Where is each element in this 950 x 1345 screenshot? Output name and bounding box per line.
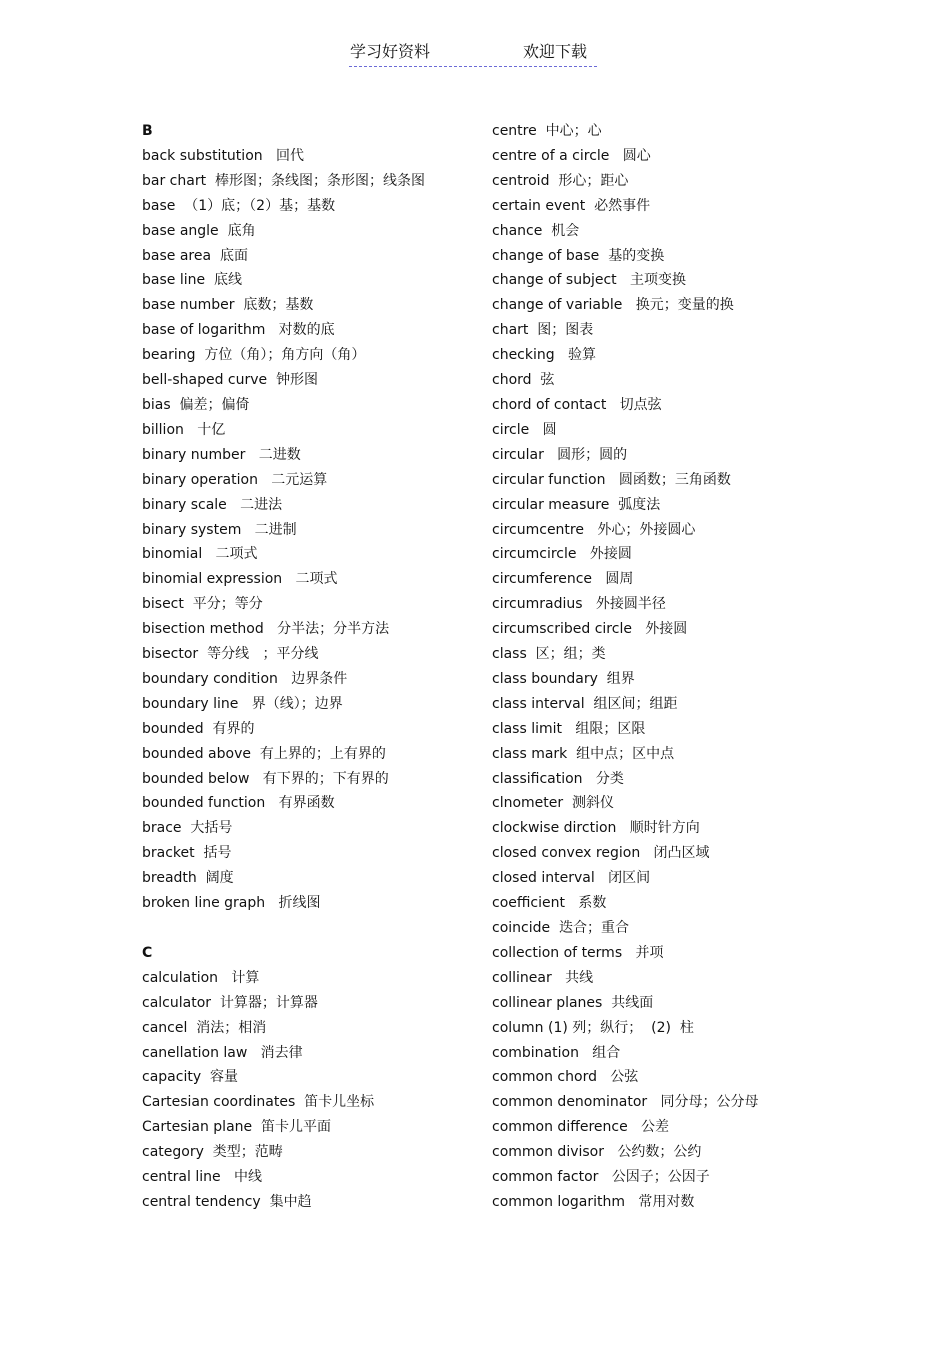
glossary-entry: bounded above 有上界的；上有界的: [142, 745, 386, 762]
glossary-entry: bounded 有界的: [142, 720, 255, 737]
glossary-entry: circular function 圆函数；三角函数: [492, 471, 731, 488]
glossary-entry: circular 圆形；圆的: [492, 446, 628, 463]
glossary-entry: Cartesian plane 笛卡儿平面: [142, 1119, 332, 1136]
glossary-entry: binary scale 二进法: [142, 496, 283, 513]
glossary-entry: clnometer 测斜仪: [492, 795, 615, 812]
page-header: [349, 40, 597, 67]
glossary-entry: base line 底线: [142, 272, 242, 289]
glossary-entry: coefficient 系数: [492, 895, 607, 912]
glossary-entry: circumradius 外接圆半径: [492, 596, 666, 613]
glossary-entry: change of subject 主项变换: [492, 272, 687, 289]
glossary-entry: chord 弦: [492, 372, 555, 389]
glossary-entry: centre of a circle 圆心: [492, 147, 651, 164]
glossary-entry: bracket 括号: [142, 845, 232, 862]
glossary-entry: class mark 组中点；区中点: [492, 745, 675, 762]
glossary-entry: bisect 平分；等分: [142, 596, 263, 613]
glossary-entry: change of base 基的变换: [492, 247, 665, 264]
glossary-entry: class interval 组区间；组距: [492, 695, 678, 712]
glossary-entry: binary number 二进数: [142, 446, 301, 463]
glossary-entry: base angle 底角: [142, 222, 256, 239]
glossary-entry: centre 中心；心: [492, 123, 602, 139]
glossary-entry: circumcentre 外心；外接圆心: [492, 521, 696, 538]
glossary-entry: central tendency 集中趋: [142, 1193, 312, 1210]
glossary-entry: combination 组合: [492, 1044, 621, 1061]
glossary-entry: cancel 消法；相消: [142, 1019, 267, 1036]
glossary-entry: certain event 必然事件: [492, 197, 651, 214]
glossary-entry: common factor 公因子；公因子: [492, 1169, 710, 1186]
glossary-entry: bisection method 分半法；分半方法: [142, 621, 390, 638]
right-column: [492, 119, 822, 1215]
glossary-entry: calculator 计算器；计算器: [142, 994, 318, 1011]
glossary-entry: circumference 圆周: [492, 571, 634, 588]
glossary-entry: back substitution 回代: [142, 147, 304, 164]
glossary-entry: base （1）底；（2）基；基数: [142, 197, 336, 214]
glossary-entry: class limit 组限；区限: [492, 720, 646, 737]
glossary-entry: classification 分类: [492, 770, 624, 787]
glossary-entry: canellation law 消去律: [142, 1044, 303, 1061]
glossary-entry: chart 图；图表: [492, 322, 594, 339]
glossary-entry: bar chart 棒形图；条线图；条形图；线条图: [142, 172, 425, 189]
header-right-text: 欢迎下载: [523, 42, 588, 61]
section-heading: C: [142, 944, 153, 961]
section-heading: B: [142, 123, 153, 139]
glossary-entry: collinear 共线: [492, 969, 594, 986]
glossary-entry: checking 验算: [492, 347, 596, 364]
glossary-entry: change of variable 换元；变量的换: [492, 297, 734, 314]
glossary-entry: binary system 二进制: [142, 521, 297, 538]
glossary-entry: base area 底面: [142, 247, 248, 264]
glossary-entry: common logarithm 常用对数: [492, 1193, 695, 1210]
glossary-entry: common divisor 公约数；公约: [492, 1144, 702, 1161]
glossary-entry: broken line graph 折线图: [142, 895, 321, 912]
left-column: [142, 119, 472, 1215]
glossary-entry: common difference 公差: [492, 1119, 670, 1136]
glossary-entry: chord of contact 切点弦: [492, 396, 662, 413]
glossary-entry: chance 机会: [492, 222, 580, 239]
glossary-entry: category 类型；范畴: [142, 1144, 283, 1161]
blank-line: [142, 916, 472, 941]
glossary-entry: circumscribed circle 外接圆: [492, 621, 688, 638]
glossary-entry: Cartesian coordinates 笛卡儿坐标: [142, 1094, 375, 1111]
glossary-entry: bias 偏差；偏倚: [142, 396, 250, 413]
glossary-entry: coincide 迭合；重合: [492, 920, 630, 936]
glossary-entry: base of logarithm 对数的底: [142, 322, 335, 339]
glossary-entry: bisector 等分线 ；平分线: [142, 646, 319, 663]
glossary-entry: column (1) 列；纵行； (2) 柱: [492, 1019, 694, 1036]
glossary-entry: class boundary 组界: [492, 670, 635, 687]
glossary-entry: closed convex region 闭凸区域: [492, 845, 710, 862]
glossary-entry: circle 圆: [492, 421, 557, 438]
glossary-entry: boundary condition 边界条件: [142, 670, 348, 687]
glossary-entry: collection of terms 并项: [492, 944, 664, 961]
glossary-entry: centroid 形心；距心: [492, 172, 629, 189]
glossary-entry: binary operation 二元运算: [142, 471, 328, 488]
glossary-entry: circular measure 弧度法: [492, 496, 661, 513]
glossary-entry: circumcircle 外接圆: [492, 546, 632, 563]
glossary-entry: bell-shaped curve 钟形图: [142, 372, 319, 389]
glossary-entry: binomial expression 二项式: [142, 571, 338, 588]
header-left-text: 学习好资料: [350, 42, 431, 61]
glossary-entry: base number 底数；基数: [142, 297, 314, 314]
glossary-entry: clockwise dirction 顺时针方向: [492, 820, 700, 837]
glossary-entry: central line 中线: [142, 1169, 262, 1186]
glossary-entry: closed interval 闭区间: [492, 870, 651, 887]
glossary-entry: common chord 公弦: [492, 1069, 639, 1086]
glossary-entry: breadth 阔度: [142, 870, 234, 887]
glossary-entry: calculation 计算: [142, 969, 260, 986]
glossary-entry: boundary line 界（线）；边界: [142, 695, 343, 712]
glossary-entry: common denominator 同分母；公分母: [492, 1094, 759, 1111]
glossary-entry: capacity 容量: [142, 1069, 239, 1086]
glossary-entry: class 区；组；类: [492, 646, 606, 663]
glossary-entry: billion 十亿: [142, 421, 226, 438]
glossary-entry: bearing 方位（角）；角方向（角）: [142, 347, 366, 364]
glossary-entry: bounded function 有界函数: [142, 795, 335, 812]
glossary-entry: brace 大括号: [142, 820, 233, 837]
glossary-entry: bounded below 有下界的；下有界的: [142, 770, 389, 787]
glossary-entry: binomial 二项式: [142, 546, 258, 563]
glossary-entry: collinear planes 共线面: [492, 994, 654, 1011]
